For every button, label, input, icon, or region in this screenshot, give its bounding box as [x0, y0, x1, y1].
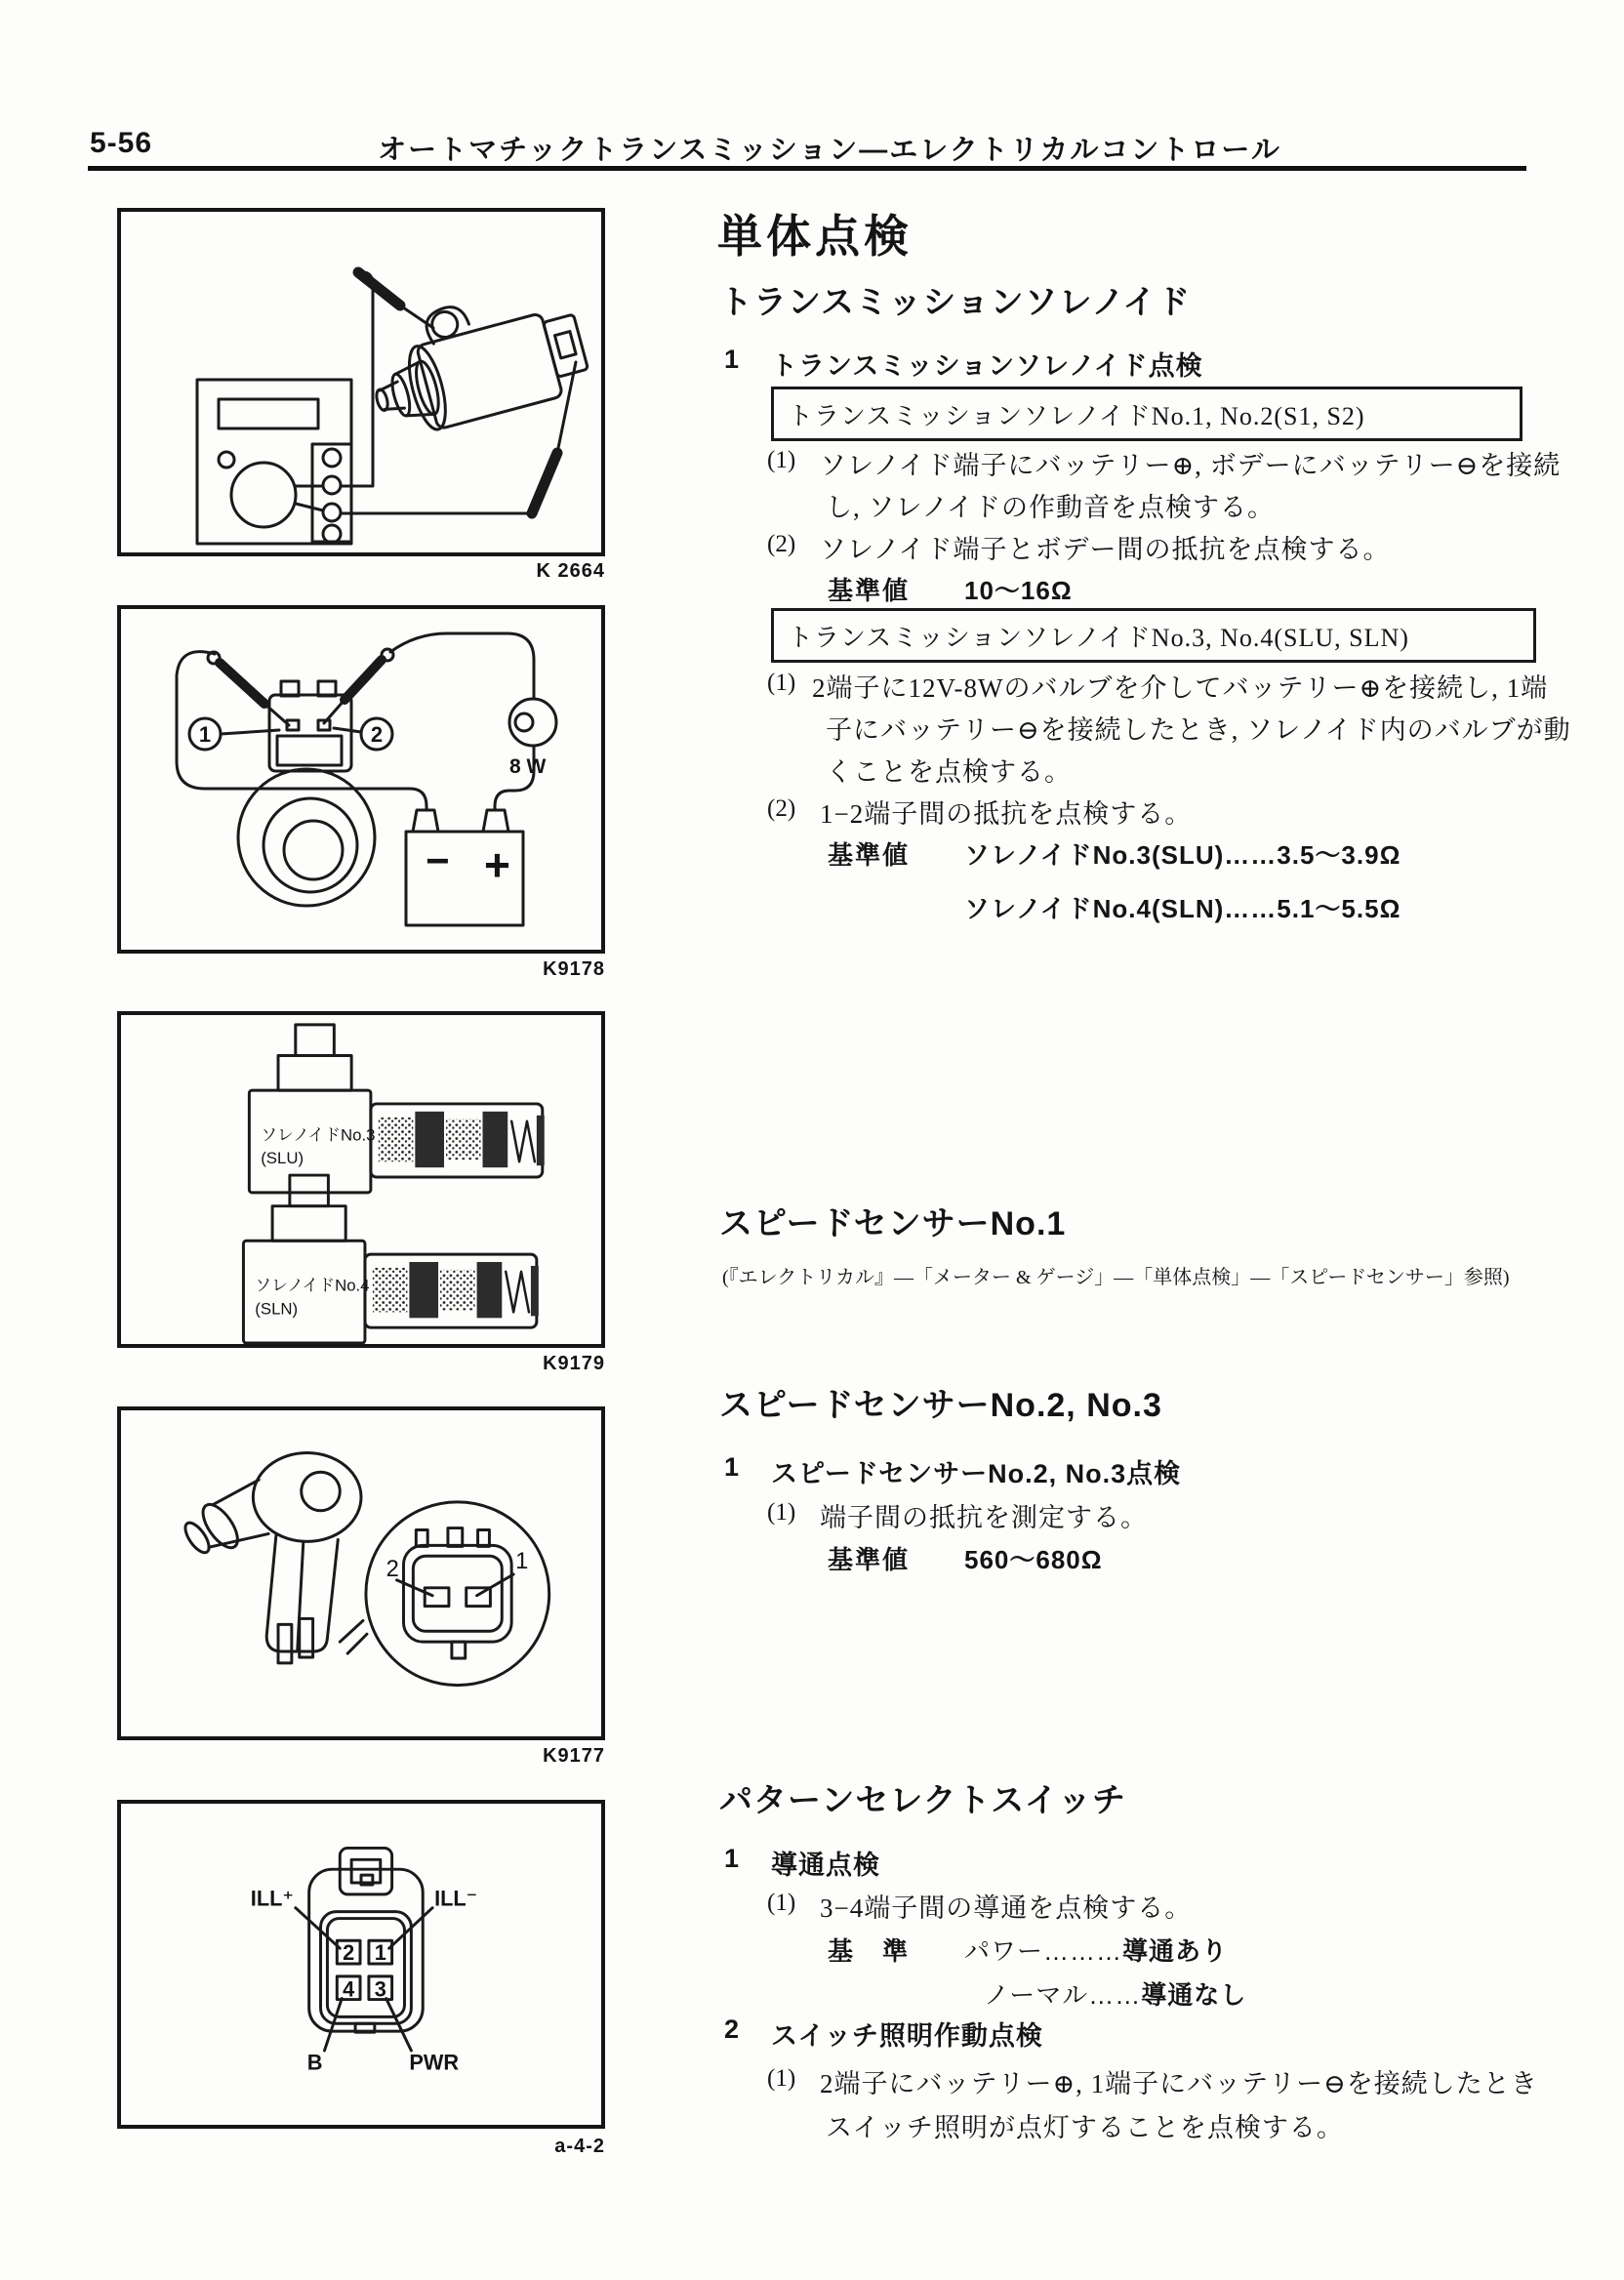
body-text: し, ソレノイドの作動音を点検する。 — [826, 493, 1275, 522]
mounting-hole — [302, 1472, 341, 1511]
page-number: 5-56 — [90, 127, 153, 159]
item-number: (2) — [767, 795, 796, 822]
bulb-wattage-label: 8 W — [509, 755, 547, 778]
terminal-1-label: 1 — [198, 722, 212, 747]
figure-5-caption: a-4-2 — [554, 2136, 605, 2157]
spec-result: 導通あり — [1122, 1936, 1229, 1966]
solenoid-meter-drawing — [121, 212, 601, 552]
item-number: (1) — [767, 670, 796, 696]
body-text: スイッチ照明が点灯することを点検する。 — [826, 2113, 1344, 2142]
section-heading-pattern-select-switch: パターンセレクトスイッチ — [719, 1782, 1126, 1819]
item-number: (1) — [767, 1890, 796, 1916]
callout-pointer — [340, 1620, 363, 1642]
spec-condition: パワー……… — [964, 1936, 1123, 1966]
wire-negative — [177, 652, 426, 810]
spec-value: 560〜680Ω — [964, 1545, 1103, 1574]
probe-right — [345, 660, 382, 700]
sol4-name-label: ソレノイドNo.4 — [255, 1276, 370, 1295]
body-text: 2端子に12V-8Wのバルブを介してバッテリー⊕を接続し, 1端 — [812, 673, 1549, 703]
header-title: オートマチックトランスミッション―エレクトリカルコントロール — [378, 135, 1281, 166]
step-number: 1 — [724, 1452, 740, 1482]
reference-note: (『エレクトリカル』―「メーター & ゲージ」―「単体点検」―「スピードセンサー」参照) — [722, 1267, 1510, 1288]
section-heading-speed-sensor-1: スピードセンサーNo.1 — [719, 1205, 1067, 1242]
item-number: (2) — [767, 531, 796, 557]
spec-value: ソレノイドNo.3(SLU)……3.5〜3.9Ω — [964, 840, 1401, 870]
figure-pattern-switch-connector — [117, 1800, 605, 2129]
spec-condition: ノーマル…… — [984, 1980, 1142, 2010]
solenoid-connector — [544, 314, 589, 377]
pin-1-label: 1 — [374, 1940, 386, 1966]
sol3-code-label: (SLU) — [261, 1149, 304, 1168]
spec-label: 基準値 — [828, 1545, 911, 1574]
speed-sensor-drawing — [121, 1410, 601, 1736]
speed-sensor-body — [181, 1452, 361, 1662]
figure-4-caption: K9177 — [543, 1745, 605, 1767]
spec-value: ソレノイドNo.4(SLN)……5.1〜5.5Ω — [964, 894, 1401, 923]
item-number: (1) — [767, 447, 796, 473]
ill-plus-label: ILL⁺ — [250, 1886, 294, 1911]
spring — [511, 1121, 535, 1162]
body-text: くことを点検する。 — [826, 757, 1072, 787]
spec-label: 基準値 — [828, 840, 911, 870]
pin-3-label: 3 — [374, 1976, 386, 2002]
spec-value — [964, 1932, 1228, 1968]
spec-result: 導通なし — [1141, 1980, 1247, 2010]
pin-4-label: 4 — [343, 1976, 355, 2002]
step-title-speed-sensor-check: スピードセンサーNo.2, No.3点検 — [771, 1459, 1182, 1488]
body-text: 2端子にバッテリー⊕, 1端子にバッテリー⊖を接続したとき — [820, 2069, 1538, 2098]
boxed-title-solenoid-no1-no2: トランスミッションソレノイドNo.1, No.2(S1, S2) — [771, 387, 1522, 441]
page-title: 単体点検 — [717, 211, 913, 262]
figure-1-caption: K 2664 — [536, 560, 605, 582]
body-text: ソレノイド端子にバッテリー⊕, ボデーにバッテリー⊖を接続 — [820, 451, 1562, 480]
figure-2-caption: K9178 — [543, 958, 605, 980]
spec-value — [984, 1975, 1246, 2012]
probe-left — [220, 663, 264, 704]
figure-bulb-circuit — [117, 605, 605, 954]
step-number: 1 — [724, 345, 740, 374]
spec-value: 10〜16Ω — [964, 576, 1073, 605]
pin-1-label: 1 — [515, 1549, 529, 1575]
figure-3-caption: K9179 — [543, 1353, 605, 1374]
battery-plus-label: + — [484, 839, 510, 890]
test-probe-2 — [532, 453, 557, 513]
body-text: 1−2端子間の抵抗を点検する。 — [820, 799, 1193, 829]
spec-label: 基 準 — [828, 1936, 911, 1966]
step-title-continuity-check: 導通点検 — [771, 1851, 880, 1880]
figure-solenoid-meter — [117, 208, 605, 556]
solenoid-sections-drawing — [121, 1015, 601, 1344]
test-probe-1 — [358, 272, 400, 305]
body-text: 子にバッテリー⊖を接続したとき, ソレノイド内のバルブが動 — [826, 715, 1571, 745]
sol4-code-label: (SLN) — [255, 1299, 299, 1319]
meter-dial — [231, 463, 296, 527]
step-number: 1 — [724, 1844, 740, 1873]
figure-speed-sensor — [117, 1406, 605, 1740]
item-number: (1) — [767, 1499, 796, 1526]
sol3-name-label: ソレノイドNo.3 — [261, 1125, 376, 1145]
battery-minus-label: − — [426, 837, 450, 883]
item-number: (1) — [767, 2065, 796, 2092]
wire-positive-top — [390, 633, 534, 699]
step-title-illumination-check: スイッチ照明作動点検 — [771, 2021, 1043, 2051]
b-terminal-label: B — [306, 2050, 323, 2075]
figure-solenoid-sections — [117, 1011, 605, 1348]
section-heading-transmission-solenoid: トランスミッションソレノイド — [719, 284, 1192, 321]
spec-label: 基準値 — [828, 576, 911, 605]
pin-2-label: 2 — [386, 1556, 399, 1582]
pattern-connector-drawing — [121, 1804, 601, 2125]
meter-display — [219, 399, 318, 428]
solenoid-connector-front — [269, 681, 351, 771]
connector-shell — [309, 1848, 424, 2032]
body-text: 3−4端子間の導通を点検する。 — [820, 1893, 1193, 1923]
sensor-connector-face — [403, 1528, 511, 1658]
section-heading-speed-sensor-23: スピードセンサーNo.2, No.3 — [719, 1387, 1162, 1424]
ill-minus-label: ILL⁻ — [434, 1886, 478, 1911]
terminal-2-label: 2 — [370, 722, 384, 747]
bulb-circuit-drawing — [121, 609, 601, 950]
body-text: 端子間の抵抗を測定する。 — [820, 1503, 1148, 1532]
spring — [506, 1272, 529, 1313]
solenoid-no3-section — [249, 1025, 544, 1193]
pwr-terminal-label: PWR — [409, 2050, 460, 2075]
multimeter — [197, 380, 351, 544]
pin-2-label: 2 — [343, 1940, 355, 1966]
body-text: ソレノイド端子とボデー間の抵抗を点検する。 — [820, 535, 1391, 564]
step-title-solenoid-check: トランスミッションソレノイド点検 — [771, 351, 1203, 381]
header-rule — [88, 166, 1526, 171]
boxed-title-solenoid-no3-no4: トランスミッションソレノイドNo.3, No.4(SLU, SLN) — [771, 608, 1536, 663]
solenoid-no4-section — [243, 1175, 538, 1343]
step-number: 2 — [724, 2015, 740, 2044]
